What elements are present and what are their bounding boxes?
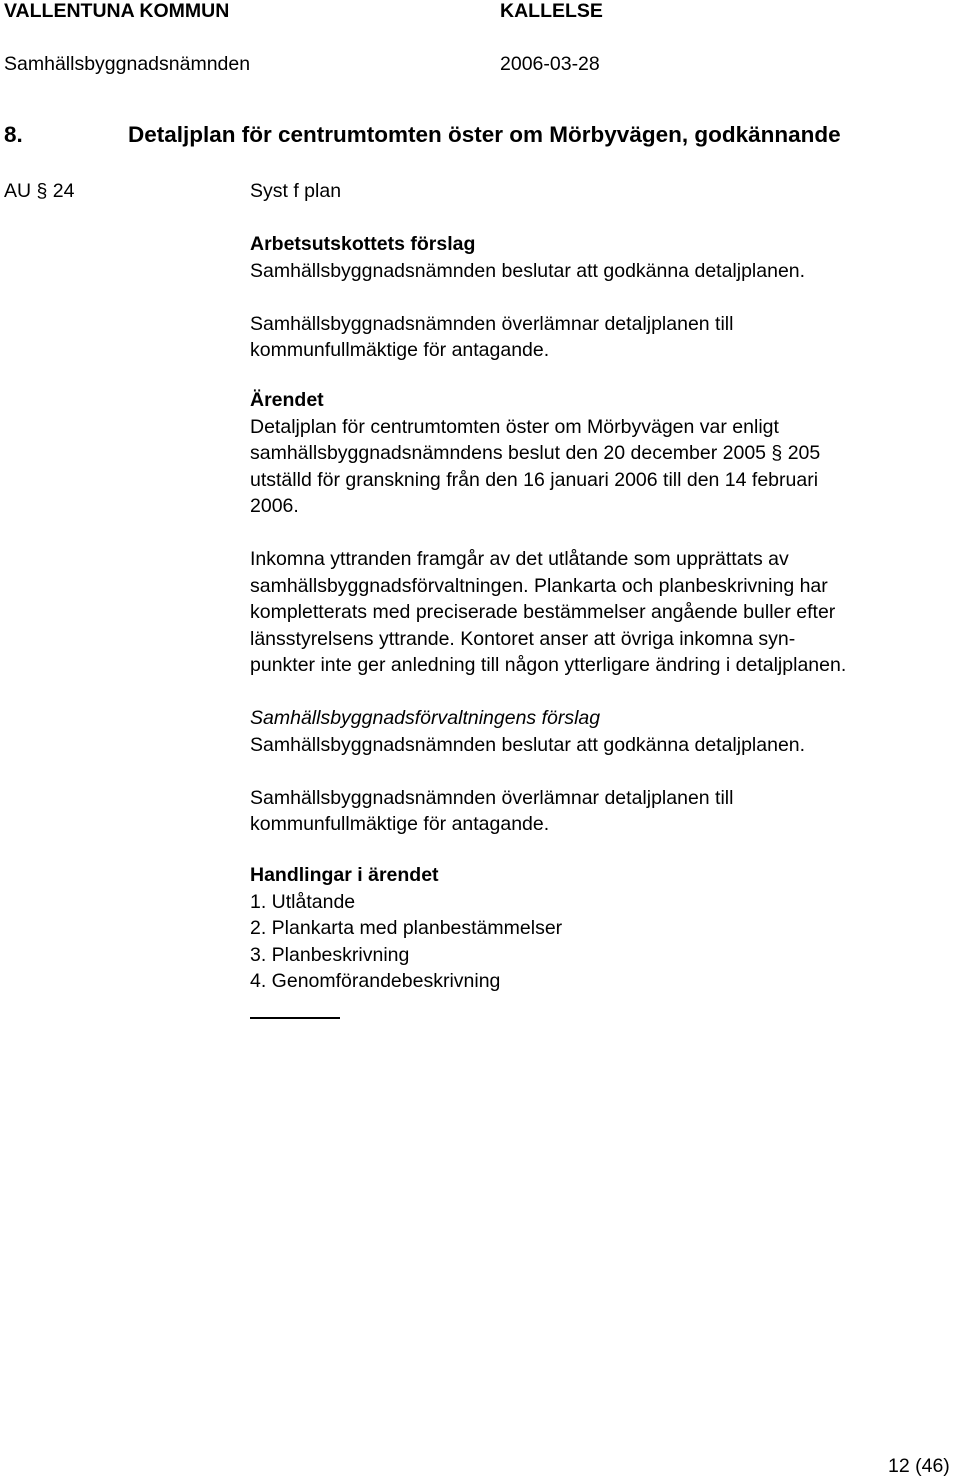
matter-text-line: samhällsbyggnadsnämndens beslut den 20 december 2005 § 205 [250, 442, 821, 464]
municipality-name: VALLENTUNA KOMMUN [4, 0, 230, 22]
admin-proposal-line: kommunfullmäktige för antagande. [250, 813, 550, 835]
documents-heading: Handlingar i ärendet [250, 864, 439, 886]
admin-proposal-heading: Samhällsbyggnadsförvaltningens förslag [250, 707, 601, 729]
matter-text-line: Inkomna yttranden framgår av det utlåtande som upprättats av [250, 548, 789, 570]
document-list-item: 3. Planbeskrivning [250, 943, 410, 966]
au-proposal-heading: Arbetsutskottets förslag [250, 233, 476, 255]
matter-text-line: punkter inte ger anledning till någon ytterligare ändring i detaljplanen. [250, 654, 847, 676]
section-end-rule [250, 1017, 340, 1019]
matter-text-line: kompletterats med preciserade bestämmelser angående buller efter [250, 601, 836, 623]
admin-proposal-section [250, 705, 950, 838]
admin-proposal-line: Samhällsbyggnadsnämnden beslutar att godkänna detaljplanen. [250, 733, 806, 756]
matter-text-line: 2006. [250, 495, 299, 517]
au-proposal-section [250, 231, 950, 364]
matter-text-line: länsstyrelsens yttrande. Kontoret anser att övriga inkomna syn- [250, 627, 796, 650]
matter-heading: Ärendet [250, 389, 324, 411]
registration-code: Syst f plan [250, 180, 342, 202]
document-list-item: 2. Plankarta med planbestämmelser [250, 917, 563, 939]
au-reference: AU § 24 [4, 180, 75, 202]
au-proposal-line: kommunfullmäktige för antagande. [250, 339, 550, 361]
item-title: Detaljplan för centrumtomten öster om Mörbyvägen, godkännande [128, 122, 841, 147]
page-number: 12 (46) [888, 1455, 950, 1477]
au-proposal-line: Samhällsbyggnadsnämnden beslutar att godkänna detaljplanen. [250, 259, 806, 282]
au-proposal-line: Samhällsbyggnadsnämnden överlämnar detaljplanen till [250, 312, 734, 335]
matter-section [250, 387, 950, 679]
matter-text-line: utställd för granskning från den 16 januari 2006 till den 14 februari [250, 468, 819, 491]
document-list-item: 4. Genomförandebeskrivning [250, 970, 501, 992]
admin-proposal-line: Samhällsbyggnadsnämnden överlämnar detaljplanen till [250, 786, 734, 809]
matter-text-line: Detaljplan för centrumtomten öster om Mörbyvägen var enligt [250, 415, 779, 438]
meeting-date: 2006-03-28 [500, 53, 600, 75]
matter-text-line: samhällsbyggnadsförvaltningen. Plankarta och planbeskrivning har [250, 574, 828, 597]
document-type: KALLELSE [500, 0, 603, 22]
documents-section [250, 862, 950, 995]
document-list-item: 1. Utlåtande [250, 890, 356, 913]
item-number: 8. [4, 122, 23, 147]
board-name: Samhällsbyggnadsnämnden [4, 53, 251, 75]
